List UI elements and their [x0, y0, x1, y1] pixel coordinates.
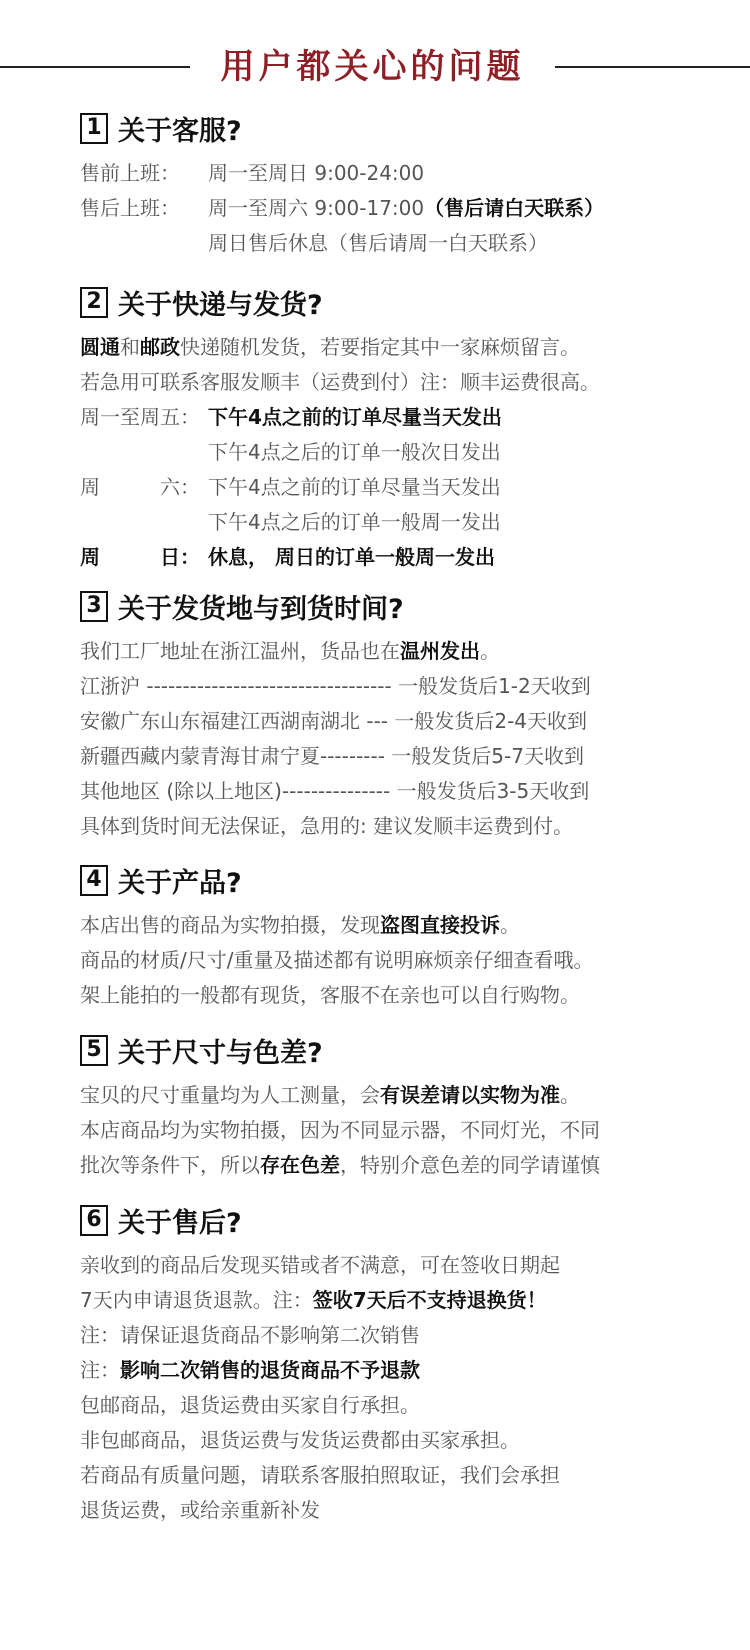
section-product — [80, 860, 720, 1013]
courier-info: 圆通和邮政快递随机发货，若要指定其中一家麻烦留言。 — [80, 335, 580, 359]
section-heading — [80, 1200, 720, 1240]
return-note: 亲收到的商品后发现买错或者不满意，可在签收日期起 — [80, 1253, 560, 1277]
size-note: 宝贝的尺寸重量均为人工测量，会有误差请以实物为准。 — [80, 1083, 580, 1107]
section-heading — [80, 108, 720, 148]
section-heading — [80, 586, 720, 626]
saturday-schedule-late: 下午4点之后的订单一般周一发出 — [208, 510, 501, 534]
section-heading — [80, 282, 720, 322]
number-badge: 6 — [80, 1205, 108, 1236]
section-title: 关于产品? — [118, 867, 242, 899]
page-header — [0, 42, 750, 92]
section-title: 关于发货地与到货时间? — [118, 593, 404, 625]
free-shipping-return: 包邮商品，退货运费由买家自行承担。 — [80, 1393, 420, 1417]
section-title: 关于客服? — [118, 115, 242, 147]
delivery-row: 其他地区 (除以上地区)--------------- 一般发货后3-5天收到 — [80, 779, 590, 803]
section-shipping — [80, 282, 720, 575]
aftersale-hours: 售后上班： 周一至周六 9:00-17:00（售后请白天联系） — [80, 196, 605, 220]
delivery-row: 江浙沪 ---------------------------------- 一般发货后1-2天收到 — [80, 674, 591, 698]
presale-hours: 售前上班： 周一至周日 9:00-24:00 — [80, 161, 425, 185]
number-badge: 4 — [80, 865, 108, 896]
header-rule-right — [555, 66, 750, 68]
color-note-2: 批次等条件下，所以存在色差，特别介意色差的同学请谨慎 — [80, 1153, 600, 1177]
paid-shipping-return: 非包邮商品，退货运费与发货运费都由买家承担。 — [80, 1428, 520, 1452]
sunday-note: 周日售后休息（售后请周一白天联系） — [208, 231, 548, 255]
number-badge: 3 — [80, 591, 108, 622]
section-customer-service — [80, 108, 720, 261]
return-condition: 注：请保证退货商品不影响第二次销售 — [80, 1323, 420, 1347]
section-heading — [80, 860, 720, 900]
page-title: 用户都关心的问题 — [220, 47, 525, 87]
return-refusal: 注：影响二次销售的退货商品不予退款 — [80, 1358, 420, 1382]
section-title: 关于快递与发货? — [118, 289, 323, 321]
quality-issue-note-2: 退货运费，或给亲重新补发 — [80, 1498, 320, 1522]
weekday-schedule: 周一至周五： 下午4点之前的订单尽量当天发出 — [80, 405, 502, 429]
warehouse-location: 我们工厂地址在浙江温州，货品也在温州发出。 — [80, 639, 500, 663]
delivery-row: 安徽广东山东福建江西湖南湖北 --- 一般发货后2-4天收到 — [80, 709, 588, 733]
sunday-schedule: 周 日： 休息， 周日的订单一般周一发出 — [80, 545, 495, 569]
header-rule-left — [0, 66, 190, 68]
section-after-sales — [80, 1200, 720, 1528]
delivery-disclaimer: 具体到货时间无法保证，急用的: 建议发顺丰运费到付。 — [80, 814, 574, 838]
section-heading — [80, 1030, 720, 1070]
section-title: 关于尺寸与色差? — [118, 1037, 323, 1069]
section-title: 关于售后? — [118, 1207, 242, 1239]
weekday-schedule-late: 下午4点之后的订单一般次日发出 — [208, 440, 501, 464]
product-photo-note: 本店出售的商品为实物拍摄，发现盗图直接投诉。 — [80, 913, 520, 937]
sf-express-note: 若急用可联系客服发顺丰（运费到付）注：顺丰运费很高。 — [80, 370, 600, 394]
delivery-row: 新疆西藏内蒙青海甘肃宁夏--------- 一般发货后5-7天收到 — [80, 744, 584, 768]
section-delivery-time — [80, 586, 720, 844]
number-badge: 1 — [80, 113, 108, 144]
product-description-note: 商品的材质/尺寸/重量及描述都有说明麻烦亲仔细查看哦。 — [80, 948, 594, 972]
product-stock-note: 架上能拍的一般都有现货，客服不在亲也可以自行购物。 — [80, 983, 580, 1007]
number-badge: 2 — [80, 287, 108, 318]
quality-issue-note: 若商品有质量问题，请联系客服拍照取证，我们会承担 — [80, 1463, 560, 1487]
return-window: 7天内申请退货退款。注：签收7天后不支持退换货！ — [80, 1288, 547, 1312]
number-badge: 5 — [80, 1035, 108, 1066]
saturday-schedule: 周 六： 下午4点之前的订单尽量当天发出 — [80, 475, 501, 499]
section-size-color — [80, 1030, 720, 1183]
color-note-1: 本店商品均为实物拍摄，因为不同显示器，不同灯光，不同 — [80, 1118, 600, 1142]
